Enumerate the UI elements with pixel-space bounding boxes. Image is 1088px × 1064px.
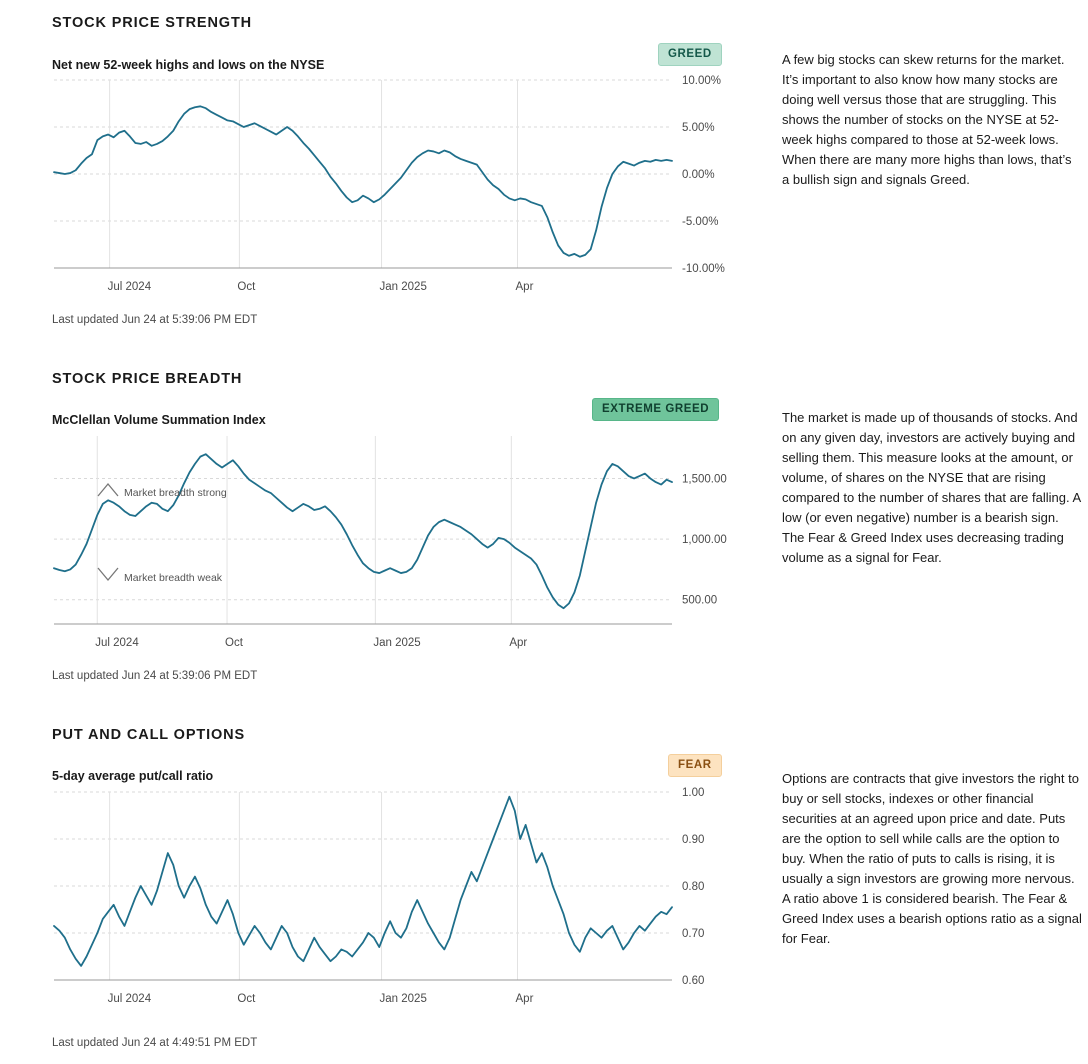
- last-updated-text: Last updated Jun 24 at 5:39:06 PM EDT: [52, 314, 258, 326]
- series-line: [54, 797, 672, 966]
- x-axis-tick-label: Oct: [237, 993, 256, 1005]
- y-axis-tick-label: 1,500.00: [682, 473, 727, 486]
- chart-put-call-ratio[interactable]: [40, 784, 740, 1014]
- y-axis-tick-label: 0.70: [682, 928, 705, 940]
- chart-stock-price-breadth[interactable]: [40, 428, 740, 658]
- x-axis-tick-label: Jan 2025: [379, 281, 427, 293]
- status-badge: FEAR: [668, 754, 722, 777]
- chart-stock-price-strength[interactable]: [40, 72, 740, 302]
- section-heading: STOCK PRICE STRENGTH: [52, 15, 253, 31]
- x-axis-tick-label: Apr: [515, 993, 534, 1005]
- y-axis-tick-label: 0.90: [682, 834, 705, 846]
- x-axis-tick-label: Oct: [225, 637, 243, 649]
- annotation-breadth-weak: Market breadth weak: [124, 572, 223, 584]
- line-chart-svg: [40, 72, 740, 302]
- status-badge: GREED: [658, 43, 722, 66]
- section-heading: STOCK PRICE BREADTH: [52, 371, 243, 387]
- status-badge: EXTREME GREED: [592, 398, 719, 421]
- arrow-down-icon: [98, 568, 118, 580]
- series-line: [54, 106, 672, 256]
- series-line: [54, 454, 672, 608]
- x-axis-tick-label: Jul 2024: [107, 281, 152, 293]
- y-axis-tick-label: -10.00%: [682, 263, 725, 275]
- y-axis-tick-label: 10.00%: [682, 75, 722, 87]
- y-axis-tick-label: 0.60: [682, 975, 705, 987]
- line-chart-svg: [40, 428, 740, 658]
- line-chart-svg: [40, 784, 740, 1014]
- y-axis-tick-label: 1.00: [682, 787, 705, 799]
- chart-title: McClellan Volume Summation Index: [52, 413, 266, 427]
- chart-title: Net new 52-week highs and lows on the NYSE: [52, 58, 325, 72]
- annotation-breadth-strong: Market breadth strong: [124, 487, 227, 499]
- x-axis-tick-label: Jan 2025: [379, 993, 427, 1005]
- section-description: A few big stocks can skew returns for the market. It’s important to also know how many stocks are doing well versus those that are struggling. This shows the number of stocks on the NYSE at 52-week highs compared to those at 52-week lows. When there are many more highs than lows, that’s a bullish sign and signals Greed.: [782, 52, 1072, 187]
- y-axis-tick-label: 0.00%: [682, 169, 715, 181]
- x-axis-tick-label: Jul 2024: [107, 993, 152, 1005]
- x-axis-tick-label: Jan 2025: [373, 637, 421, 649]
- last-updated-text: Last updated Jun 24 at 4:49:51 PM EDT: [52, 1037, 258, 1049]
- section-description: Options are contracts that give investors the right to buy or sell stocks, indexes or other financial securities at an agreed upon price and date. Puts are the option to sell while calls are the option to buy. When the ratio of puts to calls is rising, it is usually a sign investors are growing more nervous. A ratio above 1 is considered bearish. The Fear & Greed Index uses a bearish options ratio as a signal for Fear.: [782, 771, 1082, 946]
- y-axis-tick-label: 0.80: [682, 881, 705, 893]
- chart-title: 5-day average put/call ratio: [52, 769, 214, 783]
- x-axis-tick-label: Apr: [515, 281, 534, 293]
- arrow-up-icon: [98, 484, 118, 496]
- y-axis-tick-label: 500.00: [682, 594, 718, 607]
- y-axis-tick-label: -5.00%: [682, 216, 719, 228]
- section-description: The market is made up of thousands of stocks. And on any given day, investors are actively buying and selling them. This measure looks at the amount, or volume, of shares on the NYSE that are rising compared to the number of shares that are falling. A low (or even negative) number is a bearish sign. The Fear & Greed Index uses decreasing trading volume as a signal for Fear.: [782, 410, 1081, 565]
- y-axis-tick-label: 1,000.00: [682, 534, 727, 547]
- last-updated-text: Last updated Jun 24 at 5:39:06 PM EDT: [52, 670, 258, 682]
- x-axis-tick-label: Jul 2024: [95, 637, 139, 649]
- x-axis-tick-label: Apr: [509, 637, 528, 649]
- section-heading: PUT AND CALL OPTIONS: [52, 727, 246, 743]
- x-axis-tick-label: Oct: [237, 281, 256, 293]
- y-axis-tick-label: 5.00%: [682, 122, 715, 134]
